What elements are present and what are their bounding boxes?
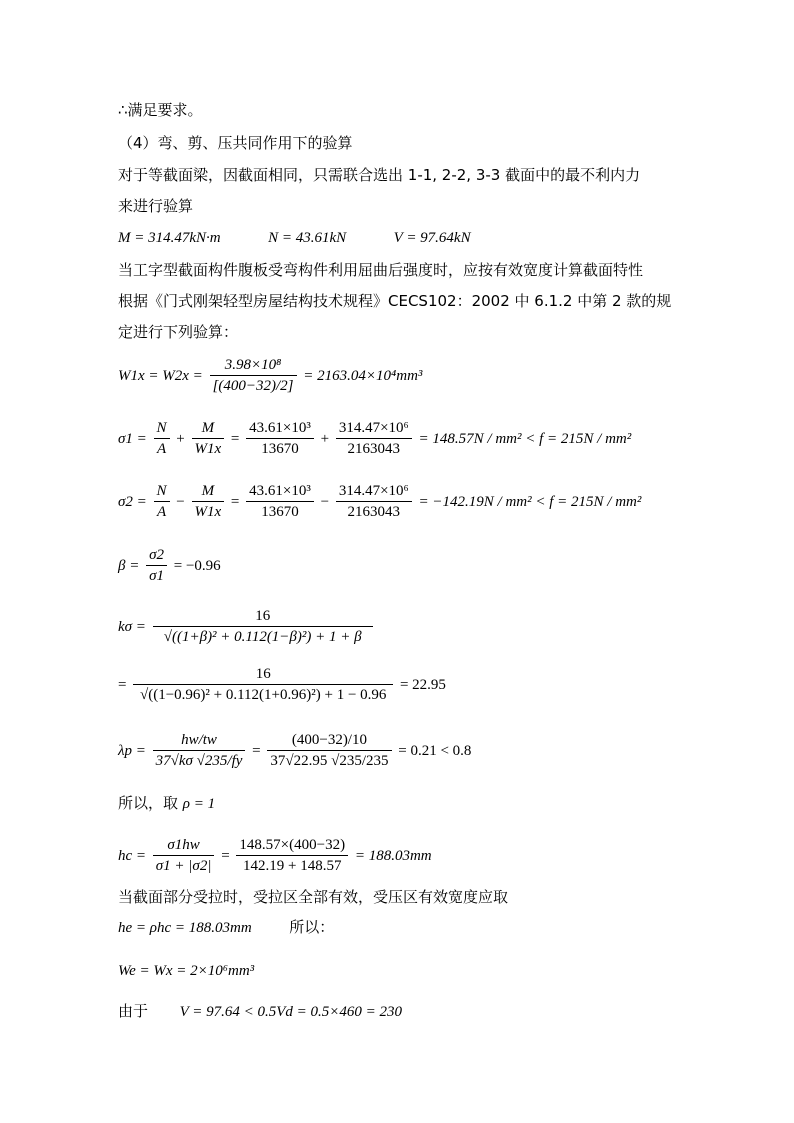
eq-s2-f1-den: A <box>156 504 167 520</box>
moment-value: M = 314.47kN·m <box>118 230 221 246</box>
eq-w-numerator: 3.98×10⁸ <box>210 355 297 376</box>
eq-lambda-f1-den: 37√kσ √235/fy <box>155 753 243 769</box>
eq-s1-f1-num: N <box>154 418 170 439</box>
eq-s2-f3-num: 43.61×10³ <box>246 481 314 502</box>
eq-s1-f3-den: 13670 <box>261 441 299 457</box>
eq-hc-f2-den: 142.19 + 148.57 <box>243 858 342 874</box>
eq-k2-den: √((1−0.96)² + 0.112(1+0.96)²) + 1 − 0.96 <box>139 687 387 703</box>
eq-k2-rhs: = 22.95 <box>399 676 446 693</box>
eq-hc-lhs: hc = <box>118 847 147 864</box>
equation-sigma1: σ1 = $\frac{N}{A}$ + $\frac{M}{W1x}$ = $\frac{\text{43.61×10³}}{13670}$ + $\frac{\text{314.47×10⁶}}{2163043}$ = 148.57N / mm² < f = 215N / mm² <box>118 420 632 457</box>
paragraph-2-line-2: 根据《门式刚架轻型房屋结构技术规程》CECS102：2002 中 6.1.2 中第 2 款的规 <box>118 292 672 310</box>
equation-beta <box>118 545 221 586</box>
eq-k-fraction <box>153 606 373 647</box>
equation-we: We = Wx = 2×10⁶mm³ <box>118 963 255 979</box>
eq-hc-rhs: = 188.03mm <box>354 847 432 864</box>
eq-s1-frac-2 <box>192 418 225 459</box>
eq-w-denominator: [(400−32)/2] <box>212 378 294 394</box>
section-title: （4）弯、剪、压共同作用下的验算 <box>118 134 353 152</box>
eq-s2-f4-den: 2163043 <box>347 504 401 520</box>
eq-hc-f1-num: σ1hw <box>153 835 215 856</box>
eq-k2-fraction <box>133 664 393 705</box>
eq-beta-num: σ2 <box>146 545 167 566</box>
eq-s1-frac-4 <box>336 418 412 459</box>
so-take-label: 所以，取 <box>118 794 179 812</box>
eq-s1-op: + <box>176 430 185 447</box>
eq-s1-f3-num: 43.61×10³ <box>246 418 314 439</box>
equation-lambda: λp = $\frac{hw/tw}{37√k\sigma √235/fy}$ = $\frac{(400-32)/10}{37√22.95 √235/235}$ = 0.21 < 0.8 <box>118 732 472 769</box>
axial-force-value: N = 43.61kN <box>268 230 347 246</box>
eq-beta-fraction <box>146 545 167 586</box>
eq-s2-f2-num: M <box>192 481 225 502</box>
eq-k-lhs: kσ = <box>118 618 146 635</box>
equation-hc: hc = $\frac{\sigma 1hw}{\sigma 1 + |\sigma 2|}$ = $\frac{148.57\times(400-32)}{142.19 + 148.57}$ = 188.03mm <box>118 837 432 874</box>
eq-k2-num: 16 <box>133 664 393 685</box>
shear-force-value: V = 97.64kN <box>393 230 471 246</box>
paragraph-2-line-1: 当工字型截面构件腹板受弯构件利用屈曲后强度时，应按有效宽度计算截面特性 <box>118 261 644 279</box>
eq-s1-frac-3 <box>246 418 314 459</box>
eq-s1-f2-den: W1x <box>194 441 222 457</box>
he-statement <box>118 917 334 938</box>
eq-lambda-f1-num: hw/tw <box>153 730 246 751</box>
eq-s1-f2-num: M <box>192 418 225 439</box>
paragraph-1-line-1: 对于等截面梁，因截面相同，只需联合选出 1-1, 2-2, 3-3 截面中的最不利内力 <box>118 166 641 184</box>
eq-s2-op: − <box>176 493 185 510</box>
eq-lambda-lhs: λp = <box>118 742 146 759</box>
eq-k-den: √((1+β)² + 0.112(1−β)²) + 1 + β <box>163 629 362 645</box>
conclusion-text: ∴满足要求。 <box>118 101 203 119</box>
due-to-label: 由于 <box>118 1002 149 1020</box>
rho-equation: ρ = 1 <box>182 796 216 812</box>
eq-s2-frac-2 <box>192 481 225 522</box>
eq-hc-frac-2 <box>236 835 348 876</box>
eq-s2-f1-num: N <box>154 481 170 502</box>
eq-lambda-frac-1 <box>153 730 246 771</box>
eq-s2-frac-3 <box>246 481 314 522</box>
eq-s2-rhs: = −142.19N / mm² < f = 215N / mm² <box>418 493 642 510</box>
he-equation: he = ρhc = 188.03mm <box>118 920 252 936</box>
eq-beta-lhs: β = <box>118 557 140 574</box>
eq-s1-f4-num: 314.47×10⁶ <box>336 418 412 439</box>
shear-check-equation: V = 97.64 < 0.5Vd = 0.5×460 = 230 <box>179 1004 402 1020</box>
eq-hc-f2-num: 148.57×(400−32) <box>236 835 348 856</box>
eq-s2-frac-4 <box>336 481 412 522</box>
equation-sigma2: σ2 = $\frac{N}{A}$ − $\frac{M}{W1x}$ = $\frac{\text{43.61×10³}}{13670}$ − $\frac{\text{314.47×10⁶}}{2163043}$ = −142.19N / mm² < f = 215N / mm² <box>118 483 642 520</box>
eq-beta-rhs: = −0.96 <box>173 557 221 574</box>
eq-s1-f4-den: 2163043 <box>347 441 401 457</box>
eq-k-num: 16 <box>153 606 373 627</box>
eq-w-fraction <box>210 355 297 396</box>
equation-section-modulus <box>118 355 422 396</box>
equation-k-sigma-value <box>118 664 446 705</box>
eq-lambda-f2-den: 37√22.95 √235/235 <box>270 753 389 769</box>
eq-w-rhs: = 2163.04×10⁴mm³ <box>303 367 423 384</box>
eq-hc-f1-den: σ1 + |σ2| <box>155 858 212 874</box>
eq-s1-frac-1 <box>154 418 170 459</box>
internal-forces <box>118 228 471 248</box>
paragraph-2-line-3: 定进行下列验算： <box>118 323 239 341</box>
eq-lambda-frac-2 <box>267 730 391 771</box>
eq-s1-f1-den: A <box>156 441 167 457</box>
so-label: 所以： <box>289 918 335 936</box>
eq-k2-lhs: = <box>118 676 127 693</box>
shear-check <box>118 1001 402 1022</box>
paragraph-1-line-2: 来进行验算 <box>118 197 194 215</box>
eq-s2-frac-1 <box>154 481 170 522</box>
eq-s1-lhs: σ1 = <box>118 430 147 447</box>
eq-s2-f4-num: 314.47×10⁶ <box>336 481 412 502</box>
eq-w-lhs: W1x = W2x = <box>118 367 203 384</box>
eq-s1-rhs: = 148.57N / mm² < f = 215N / mm² <box>418 430 632 447</box>
eq-s2-lhs: σ2 = <box>118 493 147 510</box>
eq-lambda-rhs: = 0.21 < 0.8 <box>398 742 472 759</box>
eq-s2-f2-den: W1x <box>194 504 222 520</box>
rho-statement <box>118 793 215 814</box>
eq-lambda-f2-num: (400−32)/10 <box>267 730 391 751</box>
eq-hc-frac-1 <box>153 835 215 876</box>
eq-beta-den: σ1 <box>149 568 164 584</box>
eq-s2-f3-den: 13670 <box>261 504 299 520</box>
tension-note: 当截面部分受拉时，受拉区全部有效，受压区有效宽度应取 <box>118 888 509 906</box>
equation-k-sigma <box>118 606 376 647</box>
